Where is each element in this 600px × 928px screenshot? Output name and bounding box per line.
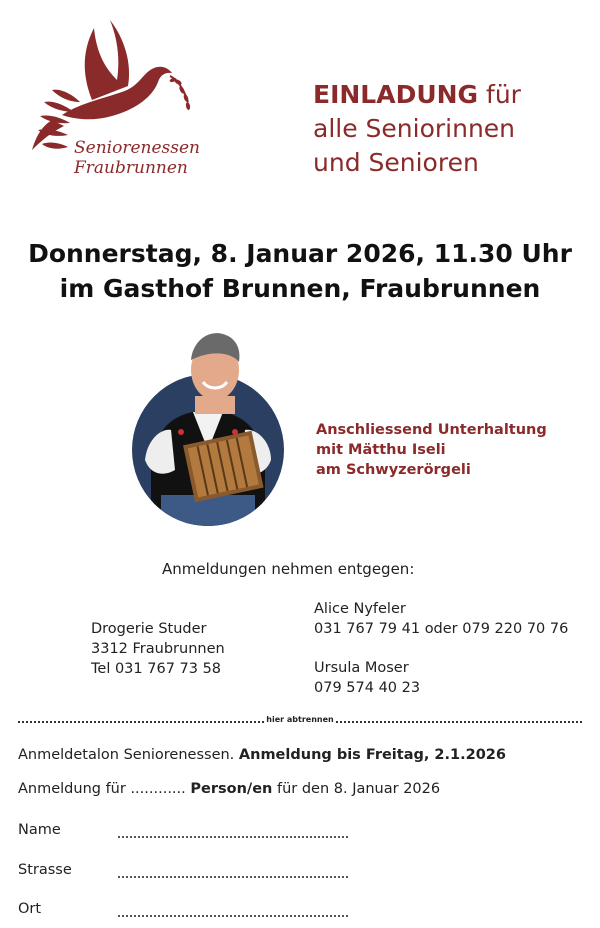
anmeldung-suffix: für den 8. Januar 2026 xyxy=(272,781,441,797)
anmeldung-persons: Person/en xyxy=(190,781,273,797)
field-name-line[interactable] xyxy=(118,824,348,838)
entertainment-info xyxy=(316,420,586,480)
talon-line xyxy=(18,747,506,763)
headline-line3: und Senioren xyxy=(313,148,479,177)
field-ort xyxy=(18,901,348,917)
contact-ursula-name: Ursula Moser xyxy=(314,660,409,676)
musician-photo xyxy=(131,320,285,526)
cut-label: hier abtrennen xyxy=(266,715,334,724)
field-ort-label: Ort xyxy=(18,901,42,917)
anmeldung-prefix: Anmeldung für ............ xyxy=(18,781,191,797)
contact-alice xyxy=(314,599,568,639)
dove-body xyxy=(62,67,172,119)
event-location: im Gasthof Brunnen, Fraubrunnen xyxy=(59,274,541,303)
entertainment-line3: am Schwyzerörgeli xyxy=(316,462,471,478)
contact-shop-tel: Tel 031 767 73 58 xyxy=(91,661,222,677)
entertainment-line2: mit Mätthu Iseli xyxy=(316,442,446,458)
cut-dots-left xyxy=(18,713,264,723)
talon-prefix: Anmeldetalon Seniorenessen. xyxy=(18,747,239,763)
cut-dots-right xyxy=(336,713,582,723)
headline-strong: EINLADUNG xyxy=(313,80,479,109)
registration-heading: Anmeldungen nehmen entgegen: xyxy=(162,560,415,578)
headline-line1 xyxy=(313,78,593,112)
event-date-location xyxy=(0,236,600,306)
contact-ursula-phone: 079 574 40 23 xyxy=(314,680,421,696)
headline-rest: für xyxy=(478,80,521,109)
field-strasse-line[interactable] xyxy=(118,864,348,878)
cut-line xyxy=(18,713,582,726)
field-strasse xyxy=(18,862,348,878)
contact-alice-phone: 031 767 79 41 oder 079 220 70 76 xyxy=(314,621,569,637)
logo-line1: Seniorenessen xyxy=(74,138,200,158)
dove-wing-upper xyxy=(85,20,129,100)
invitation-headline xyxy=(313,78,593,180)
talon-deadline: Anmeldung bis Freitag, 2.1.2026 xyxy=(238,747,506,763)
field-name xyxy=(18,822,348,838)
logo-line2: Fraubrunnen xyxy=(74,158,188,178)
anmeldung-line xyxy=(18,781,440,797)
seniorenessen-logo xyxy=(22,10,222,180)
headline-line2: alle Seniorinnen xyxy=(313,114,516,143)
field-ort-line[interactable] xyxy=(118,903,348,917)
field-strasse-label: Strasse xyxy=(18,862,72,878)
event-date: Donnerstag, 8. Januar 2026, 11.30 Uhr xyxy=(28,239,572,268)
field-name-label: Name xyxy=(18,822,61,838)
contact-alice-name: Alice Nyfeler xyxy=(314,601,406,617)
entertainment-line1: Anschliessend Unterhaltung xyxy=(316,422,547,438)
contact-shop-name: Drogerie Studer xyxy=(91,621,207,637)
contact-drogerie xyxy=(91,619,225,679)
contact-shop-city: 3312 Fraubrunnen xyxy=(91,641,225,657)
contact-ursula xyxy=(314,658,420,698)
